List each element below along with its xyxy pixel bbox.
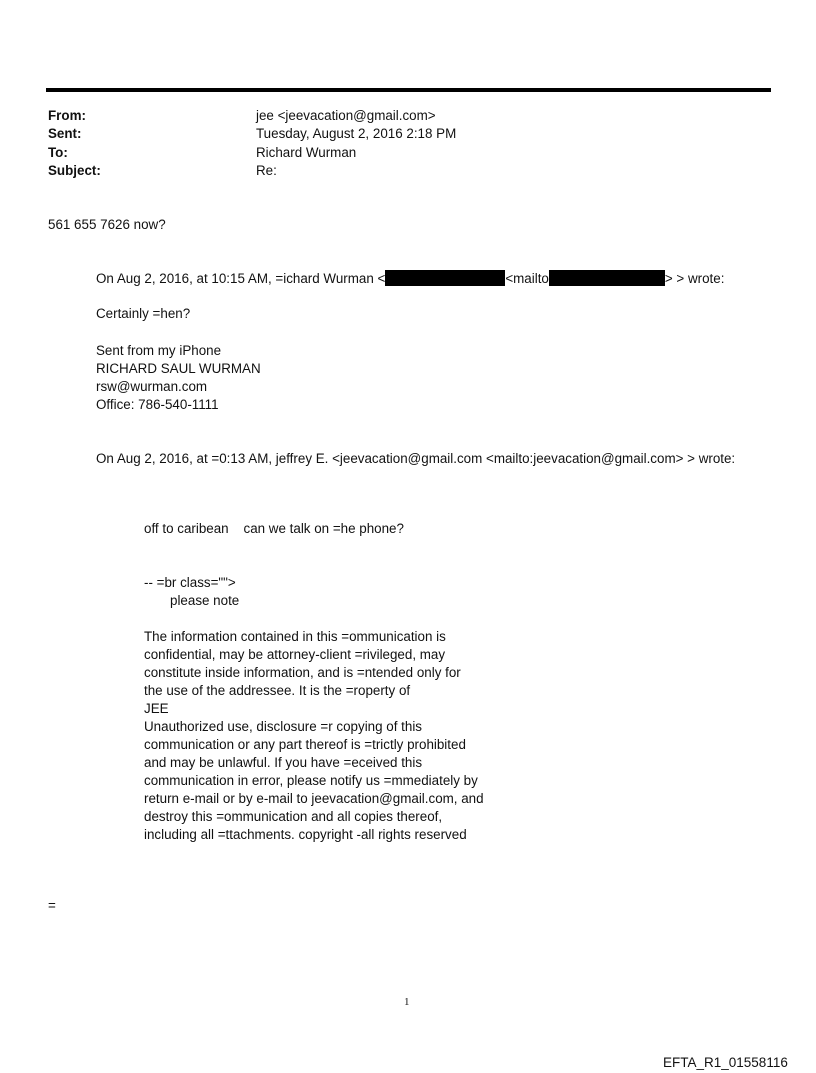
redaction-block [385,270,505,286]
disclaimer-line: The information contained in this =ommunication is [144,629,446,644]
disclaimer-line: communication in error, please notify us =mmediately by [144,773,478,788]
signature-line: Sent from my iPhone [96,343,222,358]
from-value: jee <jeevacation@gmail.com> [256,108,436,123]
quote1-intro-middle: <mailto [505,271,549,286]
quote1-reply: Certainly =hen? [96,306,191,321]
disclaimer-line: Unauthorized use, disclosure =r copying of this [144,719,423,734]
header-rule [46,88,771,92]
disclaimer-line: confidential, may be attorney-client =rivileged, may [144,647,446,662]
disclaimer-line: including all =ttachments. copyright -all rights reserved [144,827,467,842]
trailing-equals: = [48,898,56,913]
quote1-intro [96,270,724,286]
disclaimer-line: the use of the addressee. It is the =roperty of [144,683,411,698]
disclaimer-line: return e-mail or by e-mail to jeevacation@gmail.com, and [144,791,484,806]
sent-value: Tuesday, August 2, 2016 2:18 PM [256,126,457,141]
to-value: Richard Wurman [256,145,357,160]
message-first-line: 561 655 7626 now? [48,217,166,232]
from-label: From: [48,108,86,123]
page-number: 1 [404,996,410,1008]
quote2-message: off to caribean can we talk on =he phone? [144,521,404,536]
to-label: To: [48,145,68,160]
subject-value: Re: [256,163,277,178]
quote1-signature [96,342,261,414]
disclaimer-line: JEE [144,701,169,716]
quote2-sig-note: please note [170,593,240,608]
confidentiality-disclaimer [144,628,484,844]
quote2-sig-tag: -- =br class=""> [144,575,236,590]
disclaimer-line: communication or any part thereof is =trictly prohibited [144,737,466,752]
redaction-block [549,270,665,286]
document-id: EFTA_R1_01558116 [663,1055,788,1070]
quote2-intro: On Aug 2, 2016, at =0:13 AM, jeffrey E. <jeevacation@gmail.com <mailto:jeevacation@gmail.com> > wrote: [96,451,736,466]
quote1-intro-prefix: On Aug 2, 2016, at 10:15 AM, =ichard Wurman < [96,271,386,286]
signature-line: rsw@wurman.com [96,379,208,394]
disclaimer-line: destroy this =ommunication and all copies thereof, [144,809,443,824]
quote1-intro-suffix: > > wrote: [664,271,725,286]
disclaimer-line: constitute inside information, and is =ntended only for [144,665,461,680]
disclaimer-line: and may be unlawful. If you have =eceived this [144,755,423,770]
signature-line: RICHARD SAUL WURMAN [96,361,261,376]
subject-label: Subject: [48,163,101,178]
sent-label: Sent: [48,126,82,141]
signature-line: Office: 786-540-1111 [96,397,219,412]
